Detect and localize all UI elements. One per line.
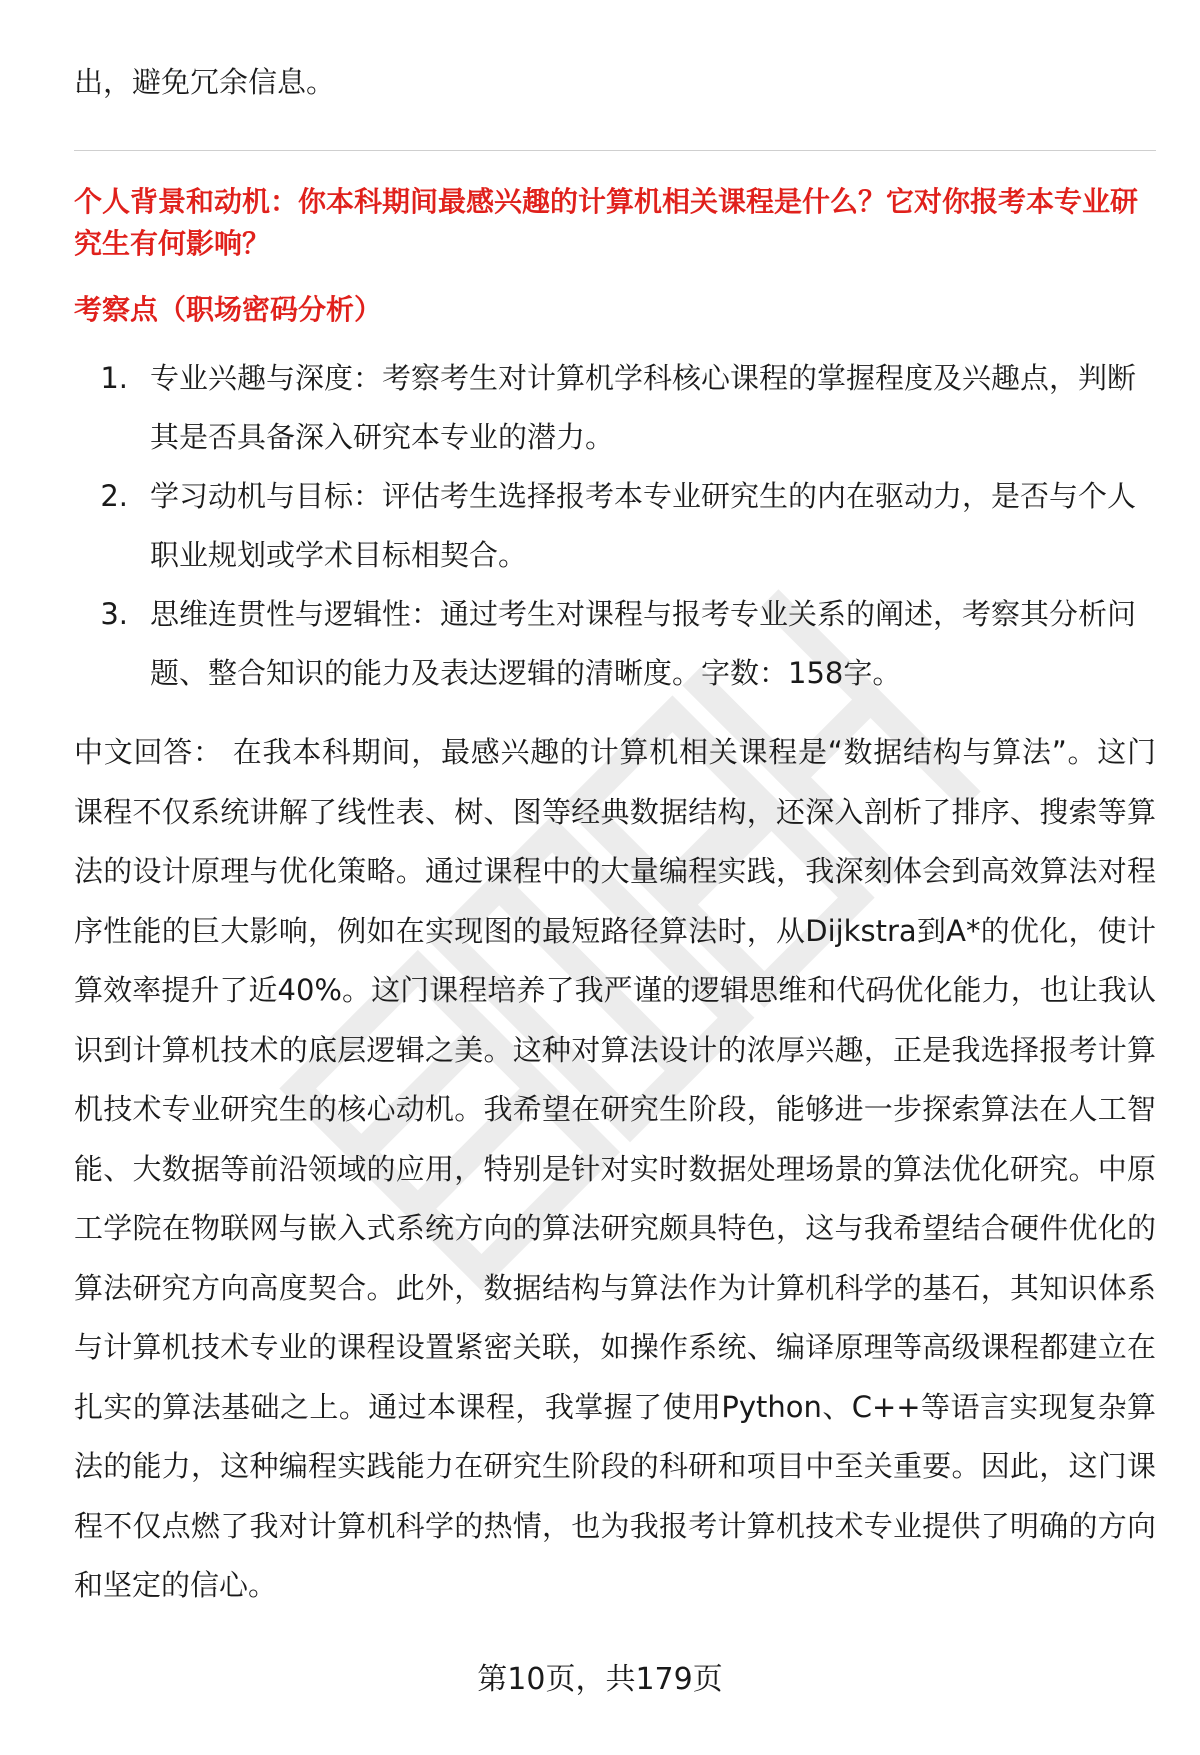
list-item-number: 3.: [100, 597, 128, 631]
assessment-points-list: [74, 349, 1156, 703]
list-item-text: 专业兴趣与深度：考察考生对计算机学科核心课程的掌握程度及兴趣点，判断其是否具备深入研究本专业的潜力。: [150, 361, 1137, 454]
question-heading: 个人背景和动机：你本科期间最感兴趣的计算机相关课程是什么？它对你报考本专业研究生有何影响？: [74, 185, 1139, 260]
page-number-footer: 第10页，共179页: [477, 1662, 723, 1697]
list-item: [74, 349, 1156, 467]
assessment-points-heading: 考察点（职场密码分析）: [74, 293, 383, 326]
list-item-number: 2.: [100, 479, 128, 513]
page-content: [74, 55, 1156, 1616]
answer-paragraph: 中文回答： 在我本科期间，最感兴趣的计算机相关课程是“数据结构与算法”。这门课程不仅系统讲解了线性表、树、图等经典数据结构，还深入剖析了排序、搜索等算法的设计原理与优化策略。通过课程中的大量编程实践，我深刻体会到高效算法对程序性能的巨大影响，例如在实现图的最短路径算法时，从Dijkstra到A*的优化，使计算效率提升了近40%。这门课程培养了我严谨的逻辑思维和代码优化能力，也让我认识到计算机技术的底层逻辑之美。这种对算法设计的浓厚兴趣，正是我选择报考计算机技术专业研究生的核心动机。我希望在研究生阶段，能够进一步探索算法在人工智能、大数据等前沿领域的应用，特别是针对实时数据处理场景的算法优化研究。中原工学院在物联网与嵌入式系统方向的算法研究颇具特色，这与我希望结合硬件优化的算法研究方向高度契合。此外，数据结构与算法作为计算机科学的基石，其知识体系与计算机技术专业的课程设置紧密关联，如操作系统、编译原理等高级课程都建立在扎实的算法基础之上。通过本课程，我掌握了使用Python、C++等语言实现复杂算法的能力，这种编程实践能力在研究生阶段的科研和项目中至关重要。因此，这门课程不仅点燃了我对计算机科学的热情，也为我报考计算机技术专业提供了明确的方向和坚定的信心。: [74, 735, 1156, 1602]
list-item-number: 1.: [100, 361, 128, 395]
list-item-text: 思维连贯性与逻辑性：通过考生对课程与报考专业关系的阐述，考察其分析问题、整合知识的能力及表达逻辑的清晰度。字数：158字。: [150, 597, 1137, 690]
list-item-text: 学习动机与目标：评估考生选择报考本专业研究生的内在驱动力，是否与个人职业规划或学术目标相契合。: [150, 479, 1137, 572]
section-divider: [74, 150, 1156, 151]
list-item: [74, 467, 1156, 585]
list-item: [74, 585, 1156, 703]
lead-paragraph: 出，避免冗余信息。: [74, 65, 336, 99]
